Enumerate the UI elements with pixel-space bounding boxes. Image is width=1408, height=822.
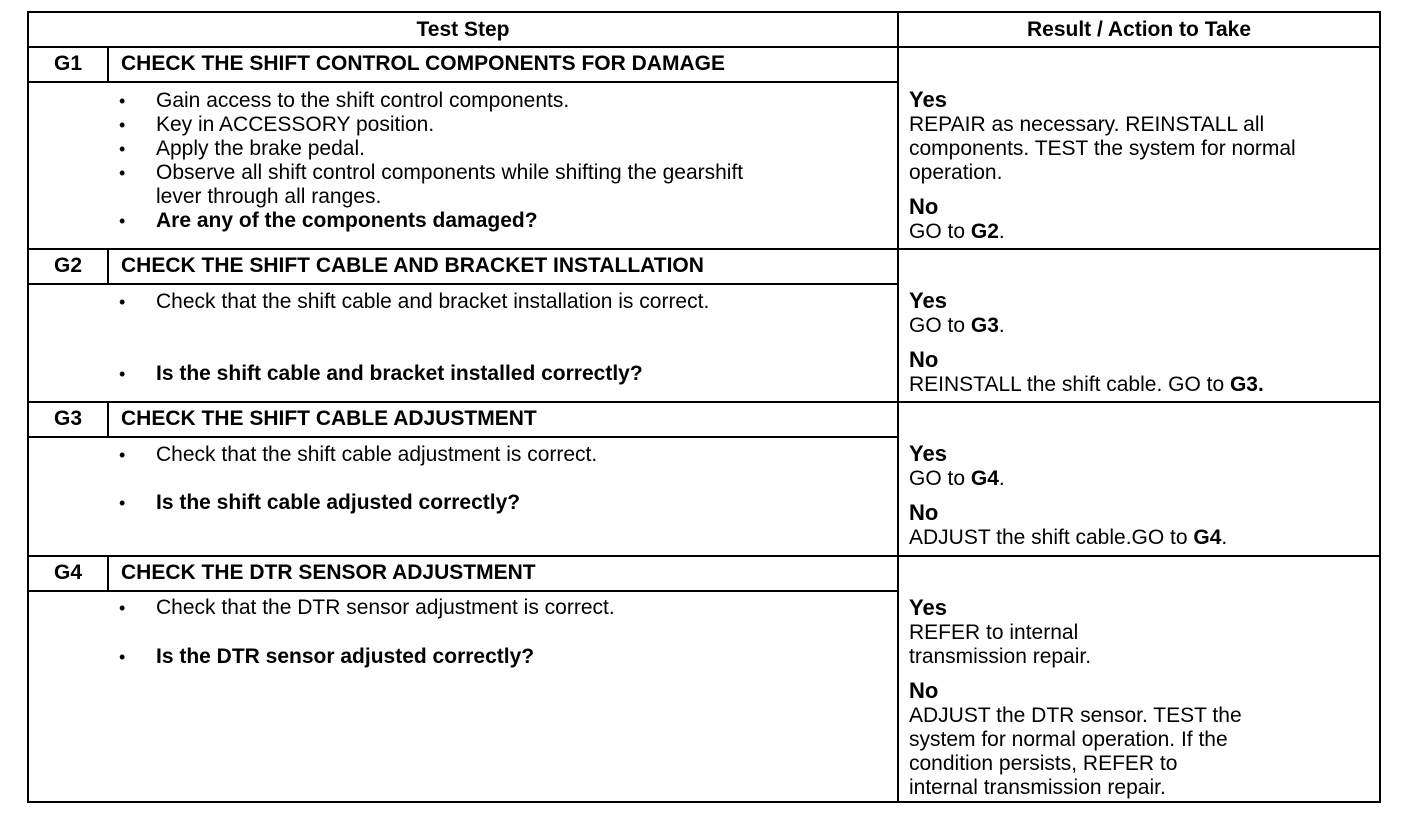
g3-yes-text: GO to G4.	[909, 467, 1005, 490]
step-g1-line-4: Observe all shift control components while shifting the gearshift	[156, 161, 744, 184]
bullet-g4-2: •	[119, 647, 126, 667]
divider-g2-end	[29, 401, 1379, 403]
step-g2-question: Is the shift cable and bracket installed correctly?	[156, 362, 643, 385]
g4-yes-label: Yes	[909, 595, 947, 620]
g4-yes-line-2: transmission repair.	[909, 645, 1092, 668]
divider-col-id-g3	[107, 402, 109, 438]
header-test-step: Test Step	[416, 18, 510, 41]
bullet-g2-2: •	[119, 364, 126, 384]
g4-no-line-1: ADJUST the DTR sensor. TEST the	[909, 704, 1242, 727]
divider-header	[29, 46, 1379, 48]
g1-no-ref: G2	[970, 220, 999, 243]
g4-no-line-2: system for normal operation. If the	[909, 728, 1228, 751]
step-g4-line-1: Check that the DTR sensor adjustment is correct.	[156, 596, 615, 619]
step-id-g3: G3	[53, 407, 82, 430]
g1-yes-line-2: components. TEST the system for normal	[909, 137, 1296, 160]
g2-no-ref: G3.	[1229, 373, 1264, 396]
g2-yes-text: GO to G3.	[909, 314, 1005, 337]
g3-no-ref: G4	[1193, 526, 1222, 549]
g2-yes-ref: G3	[970, 314, 999, 337]
g2-yes-label: Yes	[909, 288, 947, 313]
bullet-g1-6: •	[119, 211, 126, 231]
bullet-g3-2: •	[119, 493, 126, 513]
divider-col-result	[897, 13, 899, 801]
bullet-g2-1: •	[119, 292, 126, 312]
g3-no-label: No	[909, 500, 939, 525]
divider-g4-title	[29, 590, 899, 592]
bullet-g1-1: •	[119, 91, 126, 111]
step-g2-line-1: Check that the shift cable and bracket installation is correct.	[156, 290, 710, 313]
divider-g1-title	[29, 81, 899, 83]
g1-yes-line-3: operation.	[909, 161, 1003, 184]
g4-yes-line-1: REFER to internal	[909, 621, 1079, 644]
step-id-g4: G4	[53, 561, 82, 584]
divider-col-id-g1	[107, 47, 109, 83]
step-title-g1: CHECK THE SHIFT CONTROL COMPONENTS FOR DAMAGE	[121, 52, 725, 75]
step-g4-question: Is the DTR sensor adjusted correctly?	[156, 645, 535, 668]
divider-g3-title	[29, 436, 899, 438]
step-id-g2: G2	[53, 254, 82, 277]
step-id-g1: G1	[53, 52, 82, 75]
step-g1-line-2: Key in ACCESSORY position.	[156, 113, 435, 136]
bullet-g4-1: •	[119, 598, 126, 618]
g2-no-text: REINSTALL the shift cable. GO to G3.	[909, 373, 1264, 396]
step-g1-line-1: Gain access to the shift control components.	[156, 89, 570, 112]
step-g3-line-1: Check that the shift cable adjustment is correct.	[156, 443, 598, 466]
g2-no-label: No	[909, 347, 939, 372]
divider-col-id-g4	[107, 556, 109, 592]
step-title-g3: CHECK THE SHIFT CABLE ADJUSTMENT	[121, 407, 537, 430]
g4-no-label: No	[909, 678, 939, 703]
divider-g3-end	[29, 555, 1379, 557]
bullet-g1-4: •	[119, 163, 126, 183]
bullet-g1-2: •	[119, 115, 126, 135]
g1-no-label: No	[909, 194, 939, 219]
g3-yes-ref: G4	[970, 467, 999, 490]
divider-g1-end	[29, 248, 1379, 250]
g1-yes-line-1: REPAIR as necessary. REINSTALL all	[909, 113, 1265, 136]
g4-no-line-3: condition persists, REFER to	[909, 752, 1178, 775]
g1-yes-label: Yes	[909, 87, 947, 112]
step-g1-line-5: lever through all ranges.	[156, 185, 382, 208]
g3-no-text: ADJUST the shift cable.GO to G4.	[909, 526, 1228, 549]
test-step-table	[27, 11, 1381, 803]
step-g1-line-3: Apply the brake pedal.	[156, 137, 365, 160]
bullet-g1-3: •	[119, 139, 126, 159]
step-g3-question: Is the shift cable adjusted correctly?	[156, 491, 521, 514]
header-result: Result / Action to Take	[1026, 18, 1252, 41]
g4-no-line-4: internal transmission repair.	[909, 776, 1166, 799]
bullet-g3-1: •	[119, 445, 126, 465]
divider-col-id-g2	[107, 249, 109, 285]
divider-g2-title	[29, 283, 899, 285]
step-title-g2: CHECK THE SHIFT CABLE AND BRACKET INSTALLATION	[121, 254, 704, 277]
g3-yes-label: Yes	[909, 441, 947, 466]
step-title-g4: CHECK THE DTR SENSOR ADJUSTMENT	[121, 561, 536, 584]
step-g1-question: Are any of the components damaged?	[156, 209, 538, 232]
g1-no-text: GO to G2.	[909, 220, 1005, 243]
